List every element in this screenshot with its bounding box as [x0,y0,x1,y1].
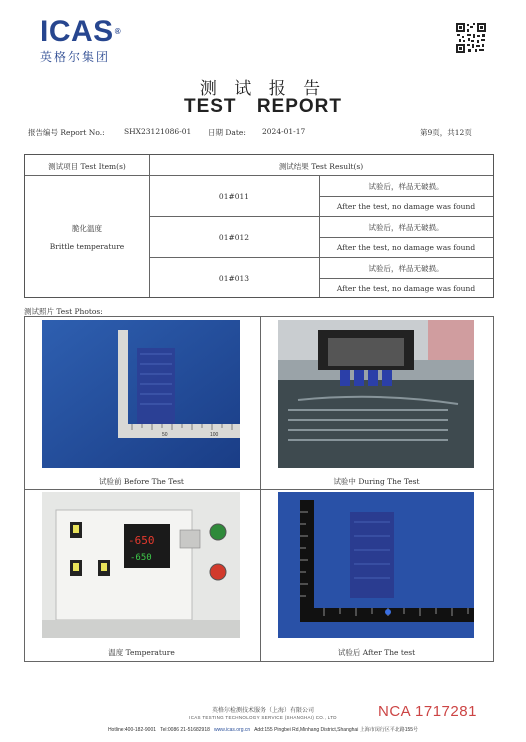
logo-chinese-name: 英格尔集团 [40,50,111,64]
result-cn: 试验后，样品无破损。 [368,264,444,273]
report-date: 2024-01-17 [262,127,306,136]
test-photos-label: 测试照片 Test Photos: [24,307,103,316]
footer-address-cn: 上海市闵行区平北路155号 [359,727,419,733]
ruler-number: 50 [162,432,168,438]
footer-website-link[interactable]: www.icas.org.cn [214,727,251,733]
ruler-number: 100 [210,432,219,438]
grid-horizontal-divider [25,489,493,490]
table-header-divider [25,175,493,176]
results-table [24,154,494,298]
col-header-test-item: 测试项目 Test Item(s) [48,162,126,171]
report-title-cn: 测 试 报 告 [199,79,327,99]
column-divider [319,176,320,297]
footer-hotline: Hotline:400-182-9001 [107,727,157,733]
cell-divider [319,278,493,279]
report-number: SHX23121086-01 [124,127,192,136]
logo-registered: ® [114,27,122,36]
result-cn: 试验后，样品无破损。 [368,182,444,191]
caption-before-test: 试验前 Before The Test [99,477,184,486]
icas-logo [40,17,121,65]
footer-address: Add:155 Pingbei Rd,Minhang District,Shanghai [254,727,359,733]
caption-after-test: 试验后 After The test [337,648,416,657]
cell-divider [319,237,493,238]
test-item-en: Brittle temperature [49,242,125,251]
footer-company-cn: 英格尔检测技术服务（上海）有限公司 [211,707,314,714]
sample-id: 01#011 [218,192,250,201]
photo-before-test [42,320,240,468]
result-cn: 试验后，样品无破损。 [368,223,444,232]
page-number: 第9页，共12页 [420,128,472,137]
sample-id: 01#012 [218,233,250,242]
display-reading: -650 [128,534,155,547]
result-en: After the test, no damage was found [336,243,476,252]
display-setpoint: -650 [130,553,152,563]
result-en: After the test, no damage was found [336,202,476,211]
test-item-cn: 脆化温度 [72,224,102,233]
footer-contact-line [0,726,526,733]
result-en: After the test, no damage was found [336,284,476,293]
date-label: 日期 Date: [208,128,246,137]
photo-after-test [278,492,474,638]
row-divider [149,216,493,217]
caption-temperature: 温度 Temperature [108,648,175,657]
photo-temperature [42,492,240,638]
caption-during-test: 试验中 During The Test [333,477,420,486]
col-header-test-result: 测试结果 Test Result(s) [278,162,364,171]
report-title-en: TEST REPORT [183,96,342,117]
report-number-label: 报告编号 Report No.: [28,128,105,137]
logo-text: ICAS [40,15,114,48]
nca-serial-number: NCA 1717281 [378,703,477,720]
footer-tel: Tel:0086 21-51682918 [160,727,210,733]
logo-mark [40,17,121,47]
photo-during-test [278,320,474,468]
cell-divider [319,196,493,197]
sample-id: 01#013 [218,274,250,283]
footer-company-en: ICAS TESTING TECHNOLOGY SERVICE (SHANGHAI) CO., LTD [189,715,337,720]
qr-code-icon [455,22,487,54]
row-divider [149,257,493,258]
